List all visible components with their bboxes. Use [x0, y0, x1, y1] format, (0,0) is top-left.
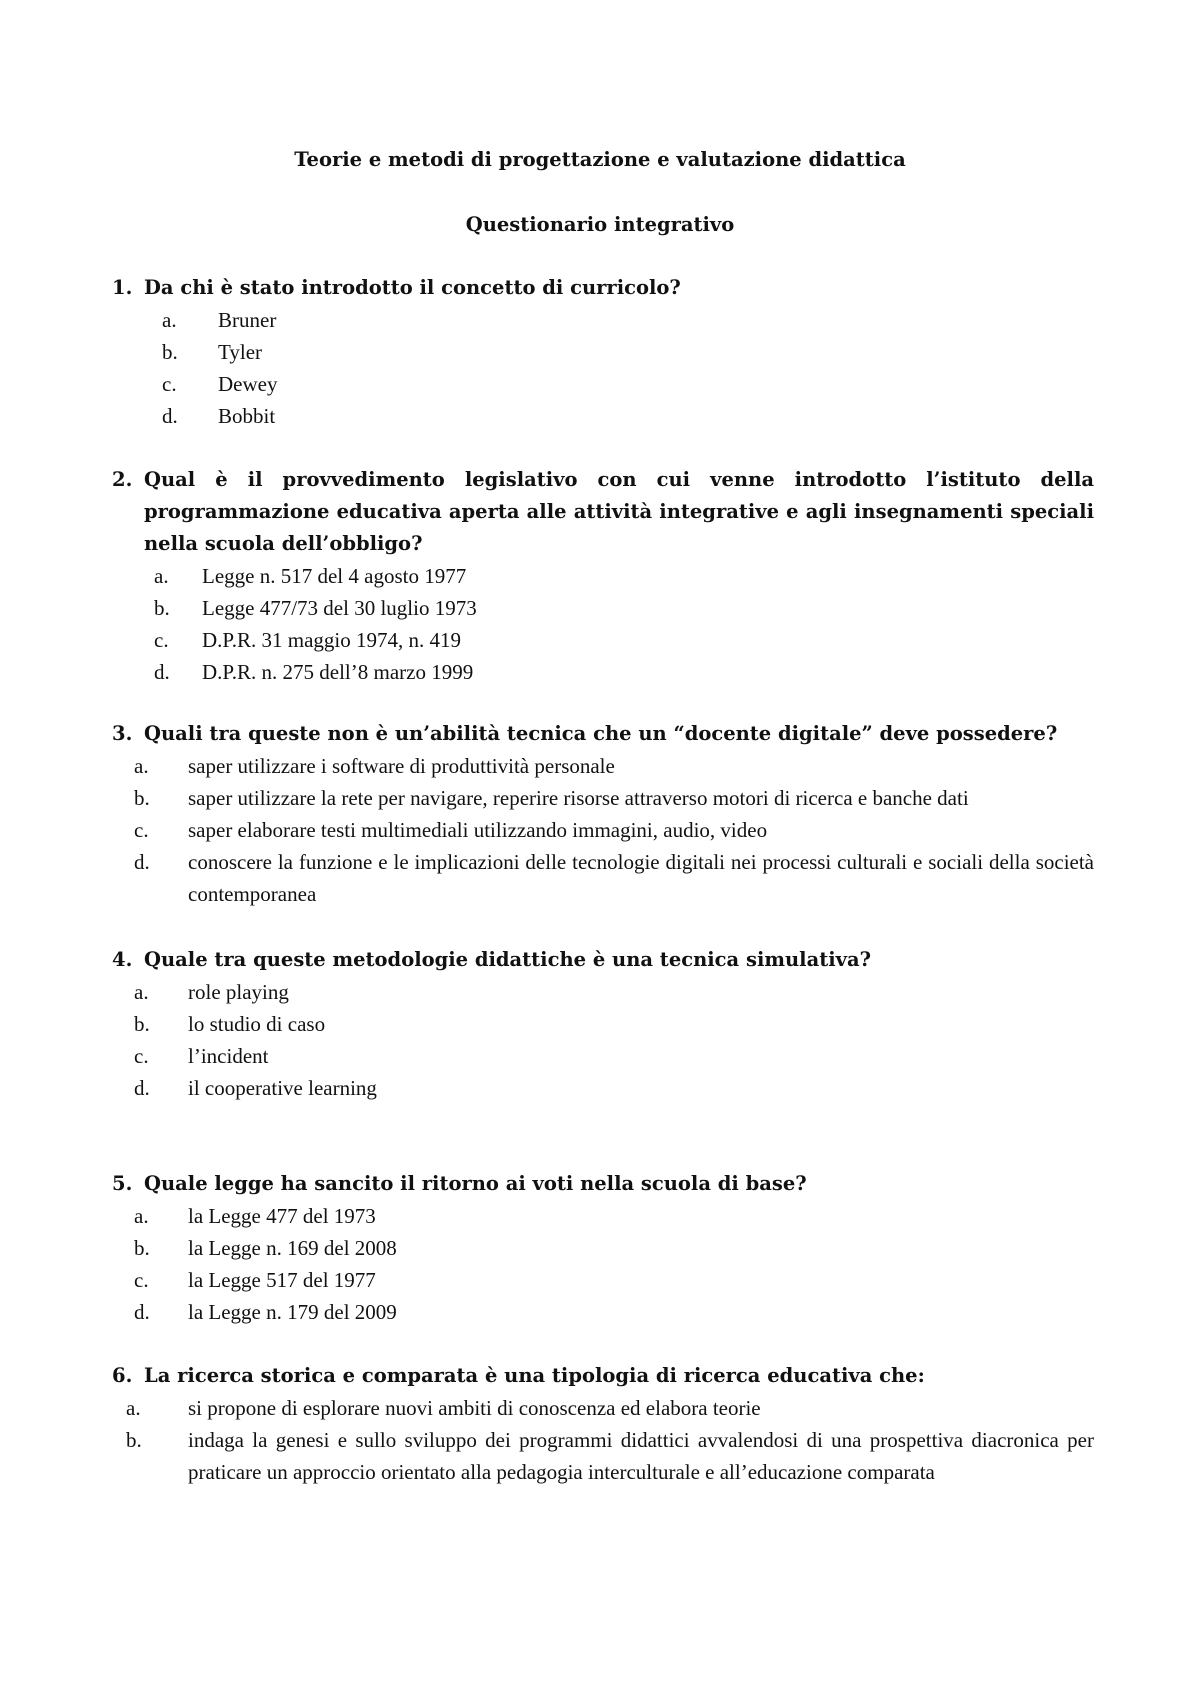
- option-label: b.: [134, 1236, 150, 1260]
- option-text: la Legge n. 179 del 2009: [188, 1300, 397, 1324]
- option-b: [112, 592, 1094, 624]
- question-5: [112, 1168, 1094, 1328]
- option-label: c.: [134, 1044, 149, 1068]
- option-text: D.P.R. n. 275 dell’8 marzo 1999: [202, 660, 474, 684]
- question-text: Quale legge ha sancito il ritorno ai voti nella scuola di base?: [144, 1172, 807, 1195]
- option-text: si propone di esplorare nuovi ambiti di conoscenza ed elabora teorie: [188, 1396, 761, 1420]
- option-text: la Legge 517 del 1977: [188, 1268, 376, 1292]
- option-label: b.: [154, 596, 170, 620]
- question-1: [112, 272, 1094, 432]
- question-text: La ricerca storica e comparata è una tipologia di ricerca educativa che:: [144, 1364, 925, 1387]
- question-number: 1.: [112, 276, 133, 299]
- option-c: [112, 1040, 1094, 1072]
- option-text: Legge n. 517 del 4 agosto 1977: [202, 564, 467, 588]
- question-text: Quale tra queste metodologie didattiche è una tecnica simulativa?: [144, 948, 872, 971]
- option-d: [112, 1296, 1094, 1328]
- option-c: [112, 368, 1094, 400]
- question-3: [112, 718, 1094, 910]
- option-label: d.: [134, 850, 150, 874]
- document-title: Teorie e metodi di progettazione e valutazione didattica: [294, 148, 906, 171]
- option-text: saper utilizzare la rete per navigare, reperire risorse attraverso motori di ricerca e banche dati: [188, 786, 969, 810]
- option-label: d.: [154, 660, 170, 684]
- option-b: [112, 336, 1094, 368]
- option-label: b.: [126, 1428, 142, 1452]
- option-label: c.: [134, 1268, 149, 1292]
- option-a: [112, 976, 1094, 1008]
- option-text: Dewey: [218, 372, 278, 396]
- option-text: Legge 477/73 del 30 luglio 1973: [202, 596, 477, 620]
- option-text: Bruner: [218, 308, 277, 332]
- question-6: [112, 1360, 1094, 1488]
- option-label: a.: [162, 308, 177, 332]
- option-text: saper utilizzare i software di produttività personale: [188, 754, 615, 778]
- option-b: [112, 782, 1094, 814]
- option-label: a.: [134, 980, 149, 1004]
- option-list: [112, 1200, 1094, 1328]
- option-label: a.: [134, 1204, 149, 1228]
- question-text: Quali tra queste non è un’abilità tecnica che un “docente digitale” deve possedere?: [144, 722, 1058, 745]
- option-text: il cooperative learning: [188, 1076, 377, 1100]
- option-list: [112, 750, 1094, 910]
- option-a: [112, 560, 1094, 592]
- option-c: [112, 814, 1094, 846]
- option-list: [112, 976, 1094, 1104]
- option-list: [112, 1392, 1094, 1488]
- option-text: role playing: [188, 980, 289, 1004]
- question-heading: [112, 464, 1094, 560]
- option-label: d.: [162, 404, 178, 428]
- option-a: [112, 304, 1094, 336]
- question-text: Qual è il provvedimento legislativo con cui venne introdotto l’istituto della programmazione educativa aperta alle attività integrative e agli insegnamenti speciali nella scuola dell’obbligo?: [144, 468, 1094, 555]
- question-text: Da chi è stato introdotto il concetto di curricolo?: [144, 276, 681, 299]
- option-text: saper elaborare testi multimediali utilizzando immagini, audio, video: [188, 818, 768, 842]
- question-heading: [112, 272, 1094, 304]
- option-label: a.: [154, 564, 169, 588]
- option-b: [112, 1008, 1094, 1040]
- question-number: 3.: [112, 722, 133, 745]
- option-a: [112, 1200, 1094, 1232]
- option-text: la Legge n. 169 del 2008: [188, 1236, 397, 1260]
- question-number: 5.: [112, 1172, 133, 1195]
- option-label: c.: [154, 628, 169, 652]
- question-2: [112, 464, 1094, 688]
- option-d: [112, 400, 1094, 432]
- option-label: a.: [134, 754, 149, 778]
- option-label: b.: [134, 1012, 150, 1036]
- option-label: c.: [134, 818, 149, 842]
- option-label: d.: [134, 1076, 150, 1100]
- option-a: [112, 1392, 1094, 1424]
- option-label: d.: [134, 1300, 150, 1324]
- option-list: [112, 560, 1094, 688]
- option-c: [112, 624, 1094, 656]
- option-d: [112, 846, 1094, 910]
- question-heading: [112, 1168, 1094, 1200]
- option-b: [112, 1232, 1094, 1264]
- option-a: [112, 750, 1094, 782]
- option-text: lo studio di caso: [188, 1012, 326, 1036]
- option-b: [112, 1424, 1094, 1488]
- question-heading: [112, 1360, 1094, 1392]
- option-label: b.: [162, 340, 178, 364]
- option-label: a.: [126, 1396, 141, 1420]
- option-text: l’incident: [188, 1044, 269, 1068]
- option-label: b.: [134, 786, 150, 810]
- option-d: [112, 656, 1094, 688]
- option-label: c.: [162, 372, 177, 396]
- option-text: Bobbit: [218, 404, 276, 428]
- document-subtitle: Questionario integrativo: [465, 213, 735, 236]
- option-text: la Legge 477 del 1973: [188, 1204, 376, 1228]
- question-heading: [112, 944, 1094, 976]
- option-text: indaga la genesi e sullo sviluppo dei programmi didattici avvalendosi di una prospettiva diacronica per praticare un approccio orientato alla pedagogia interculturale e all’educazione comparata: [188, 1428, 1094, 1484]
- option-text: Tyler: [218, 340, 263, 364]
- option-c: [112, 1264, 1094, 1296]
- question-number: 4.: [112, 948, 133, 971]
- option-text: D.P.R. 31 maggio 1974, n. 419: [202, 628, 462, 652]
- question-4: [112, 944, 1094, 1104]
- question-heading: [112, 718, 1094, 750]
- question-number: 6.: [112, 1364, 133, 1387]
- option-d: [112, 1072, 1094, 1104]
- option-text: conoscere la funzione e le implicazioni delle tecnologie digitali nei processi culturali e sociali della società contemporanea: [188, 850, 1094, 906]
- question-number: 2.: [112, 468, 133, 491]
- option-list: [112, 304, 1094, 432]
